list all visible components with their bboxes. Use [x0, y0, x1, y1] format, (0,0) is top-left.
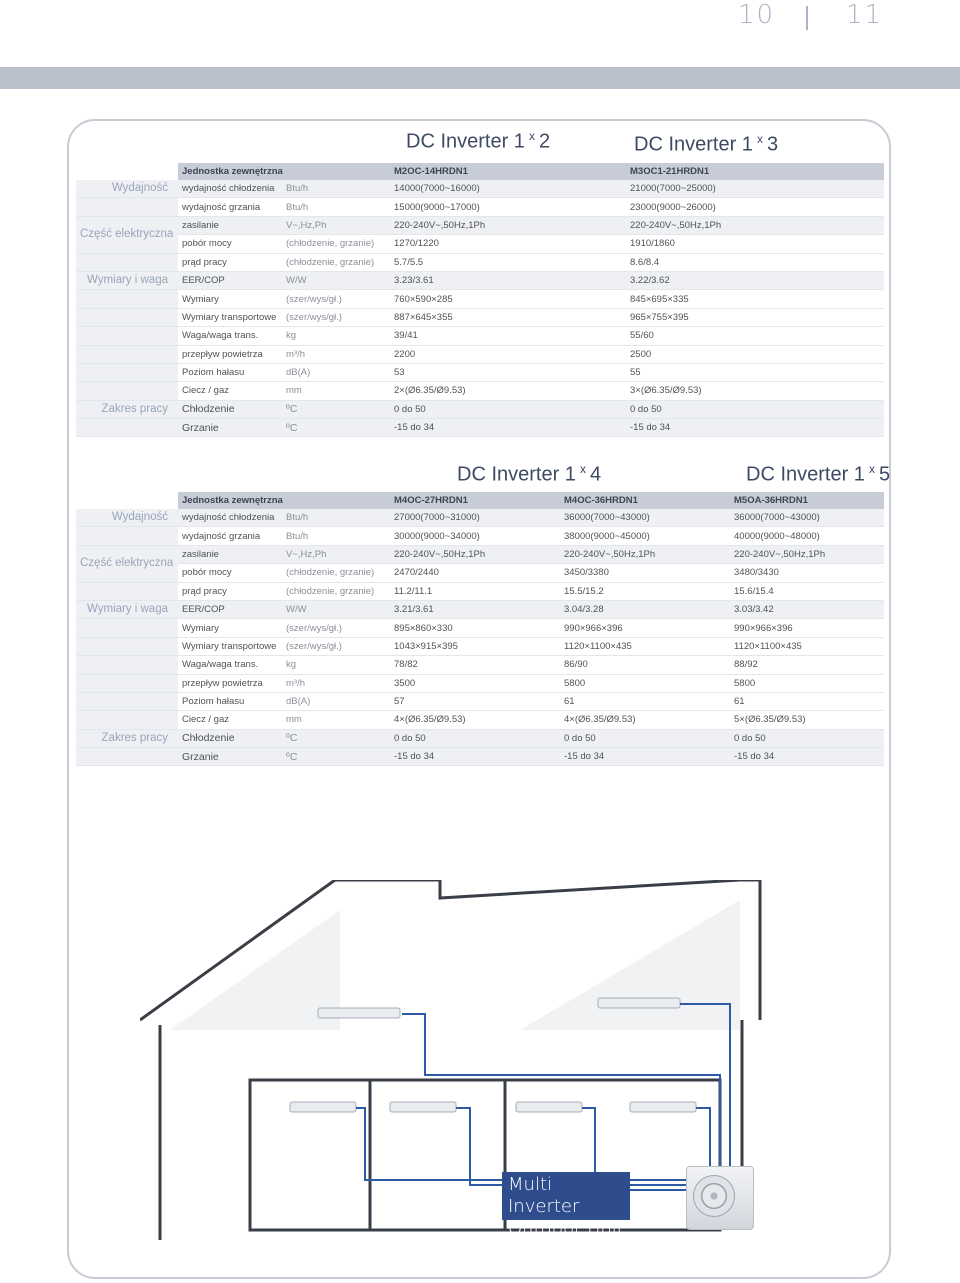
- row-value: 88/92: [730, 656, 884, 674]
- row-label: Chłodzenie: [178, 400, 282, 418]
- row-value: 0 do 50: [626, 400, 884, 418]
- row-value: 38000(9000~45000): [560, 527, 730, 545]
- table-row: [76, 419, 884, 437]
- section-label: Wymiary i waga: [76, 271, 178, 289]
- row-unit: mm: [282, 711, 390, 729]
- row-label: Wymiary transportowe: [178, 637, 282, 655]
- row-label: Ciecz / gaz: [178, 382, 282, 400]
- row-label: prąd pracy: [178, 253, 282, 271]
- outdoor-unit-image: [686, 1166, 754, 1230]
- row-value: 3.03/3.42: [730, 600, 884, 618]
- row-value: 36000(7000~43000): [730, 509, 884, 527]
- row-value: 40000(9000~48000): [730, 527, 884, 545]
- row-value: -15 do 34: [626, 419, 884, 437]
- row-value: 61: [730, 692, 884, 710]
- row-value: 55: [626, 363, 884, 381]
- top-band: [0, 67, 960, 89]
- row-value: 3.04/3.28: [560, 600, 730, 618]
- heading-dc-inverter-3: DC Inverter 1 $^x$ 3: [634, 132, 779, 156]
- row-label: EER/COP: [178, 600, 282, 618]
- row-value: 895×860×330: [390, 619, 560, 637]
- row-value: 990×966×396: [730, 619, 884, 637]
- indoor-unit: [516, 1102, 582, 1112]
- row-unit: (szer/wys/gł.): [282, 619, 390, 637]
- row-label: pobór mocy: [178, 564, 282, 582]
- table-row: [76, 509, 884, 527]
- row-value: 11.2/11.1: [390, 582, 560, 600]
- row-value: 3.21/3.61: [390, 600, 560, 618]
- row-value: 53: [390, 363, 626, 381]
- table-row: [76, 382, 884, 400]
- heading-dc-inverter-4: DC Inverter 1 $^x$ 4: [457, 462, 602, 486]
- row-unit: kg: [282, 327, 390, 345]
- row-value: 2470/2440: [390, 564, 560, 582]
- row-unit: Btu/h: [282, 527, 390, 545]
- row-unit: (szer/wys/gł.): [282, 308, 390, 326]
- row-unit: (chłodzenie, grzanie): [282, 235, 390, 253]
- row-label: przepływ powietrza: [178, 674, 282, 692]
- row-unit: ºC: [282, 748, 390, 766]
- table-row: [76, 400, 884, 418]
- label-line-1: Multi Inverter: [508, 1174, 580, 1217]
- row-label: wydajność grzania: [178, 527, 282, 545]
- table-row: [76, 363, 884, 381]
- table-row: [76, 692, 884, 710]
- row-label: Poziom hałasu: [178, 363, 282, 381]
- row-value: 220-240V~,50Hz,1Ph: [626, 216, 884, 234]
- table-row: [76, 582, 884, 600]
- row-value: 990×966×396: [560, 619, 730, 637]
- row-value: 220-240V~,50Hz,1Ph: [390, 216, 626, 234]
- house-illustration: [140, 880, 780, 1240]
- table-header-row: [76, 492, 884, 509]
- section-label: Wymiary i waga: [76, 600, 178, 618]
- page-number-divider: [806, 6, 808, 30]
- row-value: 27000(7000~31000): [390, 509, 560, 527]
- row-unit: kg: [282, 656, 390, 674]
- row-value: 15.5/15.2: [560, 582, 730, 600]
- row-value: 39/41: [390, 327, 626, 345]
- row-label: Wymiary transportowe: [178, 308, 282, 326]
- row-value: 845×695×335: [626, 290, 884, 308]
- row-value: 2×(Ø6.35/Ø9.53): [390, 382, 626, 400]
- heading-dc-inverter-2: DC Inverter 1 $^x$ 2: [406, 129, 551, 153]
- row-unit: m³/h: [282, 674, 390, 692]
- row-value: 3×(Ø6.35/Ø9.53): [626, 382, 884, 400]
- table-row: [76, 748, 884, 766]
- table-row: [76, 564, 884, 582]
- model-name: M5OA-36HRDN1: [730, 492, 884, 509]
- row-unit: (chłodzenie, grzanie): [282, 582, 390, 600]
- row-unit: W/W: [282, 271, 390, 289]
- row-label: wydajność chłodzenia: [178, 180, 282, 198]
- section-label: Wydajność: [76, 509, 178, 527]
- table-row: [76, 619, 884, 637]
- row-unit: dB(A): [282, 692, 390, 710]
- header-label: Jednostka zewnętrzna: [178, 163, 390, 180]
- table-row: [76, 180, 884, 198]
- page-number-right: 11: [846, 0, 884, 30]
- indoor-unit: [318, 1008, 400, 1018]
- model-name: M3OC1-21HRDN1: [626, 163, 884, 180]
- row-unit: W/W: [282, 600, 390, 618]
- row-unit: mm: [282, 382, 390, 400]
- row-value: 5800: [560, 674, 730, 692]
- row-unit: dB(A): [282, 363, 390, 381]
- row-value: 5×(Ø6.35/Ø9.53): [730, 711, 884, 729]
- table-row: [76, 527, 884, 545]
- row-value: 5.7/5.5: [390, 253, 626, 271]
- row-label: Ciecz / gaz: [178, 711, 282, 729]
- row-value: 23000(9000~26000): [626, 198, 884, 216]
- row-label: Wymiary: [178, 619, 282, 637]
- spec-table-1: [76, 163, 884, 437]
- row-value: 3450/3380: [560, 564, 730, 582]
- indoor-unit: [390, 1102, 456, 1112]
- table-row: [76, 198, 884, 216]
- table-row: [76, 656, 884, 674]
- indoor-unit: [290, 1102, 356, 1112]
- row-unit: (szer/wys/gł.): [282, 637, 390, 655]
- row-label: pobór mocy: [178, 235, 282, 253]
- row-value: 1120×1100×435: [560, 637, 730, 655]
- row-value: 0 do 50: [560, 729, 730, 747]
- row-value: 57: [390, 692, 560, 710]
- row-label: zasilanie: [178, 216, 282, 234]
- row-value: 3480/3430: [730, 564, 884, 582]
- row-value: 760×590×285: [390, 290, 626, 308]
- row-value: 15.6/15.4: [730, 582, 884, 600]
- row-label: Grzanie: [178, 419, 282, 437]
- indoor-unit: [598, 998, 680, 1008]
- row-value: 30000(9000~34000): [390, 527, 560, 545]
- row-value: 4×(Ø6.35/Ø9.53): [390, 711, 560, 729]
- row-value: 1910/1860: [626, 235, 884, 253]
- row-value: 86/90: [560, 656, 730, 674]
- indoor-unit: [630, 1102, 696, 1112]
- row-value: 4×(Ø6.35/Ø9.53): [560, 711, 730, 729]
- spec-table-2: [76, 492, 884, 766]
- row-value: 55/60: [626, 327, 884, 345]
- row-value: 220-240V~,50Hz,1Ph: [560, 545, 730, 563]
- section-label: Zakres pracy: [76, 729, 178, 747]
- row-unit: (chłodzenie, grzanie): [282, 564, 390, 582]
- row-value: 2200: [390, 345, 626, 363]
- table-row: [76, 271, 884, 289]
- row-unit: ºC: [282, 419, 390, 437]
- row-value: 0 do 50: [390, 400, 626, 418]
- gable-shade: [170, 910, 340, 1030]
- row-value: -15 do 34: [560, 748, 730, 766]
- table-row: [76, 308, 884, 326]
- table-row: [76, 674, 884, 692]
- row-value: 1120×1100×435: [730, 637, 884, 655]
- row-value: 5800: [730, 674, 884, 692]
- row-label: zasilanie: [178, 545, 282, 563]
- label-line-2: Outdoor Unit: [508, 1218, 624, 1239]
- row-value: 21000(7000~25000): [626, 180, 884, 198]
- row-label: wydajność grzania: [178, 198, 282, 216]
- table-header-row: [76, 163, 884, 180]
- row-value: 965×755×395: [626, 308, 884, 326]
- table-row: [76, 345, 884, 363]
- model-name: M2OC-14HRDN1: [390, 163, 626, 180]
- section-label: Część elektryczna: [76, 216, 178, 253]
- row-unit: V~,Hz,Ph: [282, 545, 390, 563]
- row-value: 2500: [626, 345, 884, 363]
- row-unit: Btu/h: [282, 180, 390, 198]
- row-value: 3.22/3.62: [626, 271, 884, 289]
- table-row: [76, 637, 884, 655]
- table-row: [76, 253, 884, 271]
- row-value: 14000(7000~16000): [390, 180, 626, 198]
- row-unit: (szer/wys/gł.): [282, 290, 390, 308]
- row-value: 61: [560, 692, 730, 710]
- row-label: Waga/waga trans.: [178, 327, 282, 345]
- row-value: -15 do 34: [390, 419, 626, 437]
- fan-icon: [693, 1175, 735, 1217]
- model-name: M4OC-36HRDN1: [560, 492, 730, 509]
- row-unit: Btu/h: [282, 198, 390, 216]
- row-value: 0 do 50: [390, 729, 560, 747]
- row-label: Chłodzenie: [178, 729, 282, 747]
- header-label: Jednostka zewnętrzna: [178, 492, 390, 509]
- row-value: 8.6/8.4: [626, 253, 884, 271]
- row-label: prąd pracy: [178, 582, 282, 600]
- model-name: M4OC-27HRDN1: [390, 492, 560, 509]
- table-row: [76, 711, 884, 729]
- row-label: Wymiary: [178, 290, 282, 308]
- section-label: Zakres pracy: [76, 400, 178, 418]
- row-label: Waga/waga trans.: [178, 656, 282, 674]
- gable-shade: [520, 900, 740, 1030]
- outdoor-unit-label: [502, 1172, 630, 1239]
- table-row: [76, 327, 884, 345]
- row-label: wydajność chłodzenia: [178, 509, 282, 527]
- heading-dc-inverter-5: DC Inverter 1 $^x$ 5: [746, 462, 891, 486]
- row-unit: m³/h: [282, 345, 390, 363]
- section-label: Część elektryczna: [76, 545, 178, 582]
- row-value: -15 do 34: [730, 748, 884, 766]
- table-row: [76, 729, 884, 747]
- table-row: [76, 290, 884, 308]
- page-number-left: 10: [738, 0, 776, 30]
- row-value: 36000(7000~43000): [560, 509, 730, 527]
- row-value: 3500: [390, 674, 560, 692]
- table-row: [76, 235, 884, 253]
- table-row: [76, 545, 884, 563]
- row-value: 0 do 50: [730, 729, 884, 747]
- row-label: Poziom hałasu: [178, 692, 282, 710]
- row-value: 220-240V~,50Hz,1Ph: [390, 545, 560, 563]
- section-label: Wydajność: [76, 180, 178, 198]
- row-value: -15 do 34: [390, 748, 560, 766]
- row-label: przepływ powietrza: [178, 345, 282, 363]
- row-value: 3.23/3.61: [390, 271, 626, 289]
- row-unit: ºC: [282, 400, 390, 418]
- row-value: 1270/1220: [390, 235, 626, 253]
- table-row: [76, 600, 884, 618]
- table-row: [76, 216, 884, 234]
- row-label: EER/COP: [178, 271, 282, 289]
- row-value: 1043×915×395: [390, 637, 560, 655]
- row-value: 78/82: [390, 656, 560, 674]
- row-unit: (chłodzenie, grzanie): [282, 253, 390, 271]
- row-value: 887×645×355: [390, 308, 626, 326]
- row-value: 220-240V~,50Hz,1Ph: [730, 545, 884, 563]
- row-unit: ºC: [282, 729, 390, 747]
- row-label: Grzanie: [178, 748, 282, 766]
- row-value: 15000(9000~17000): [390, 198, 626, 216]
- row-unit: V~,Hz,Ph: [282, 216, 390, 234]
- row-unit: Btu/h: [282, 509, 390, 527]
